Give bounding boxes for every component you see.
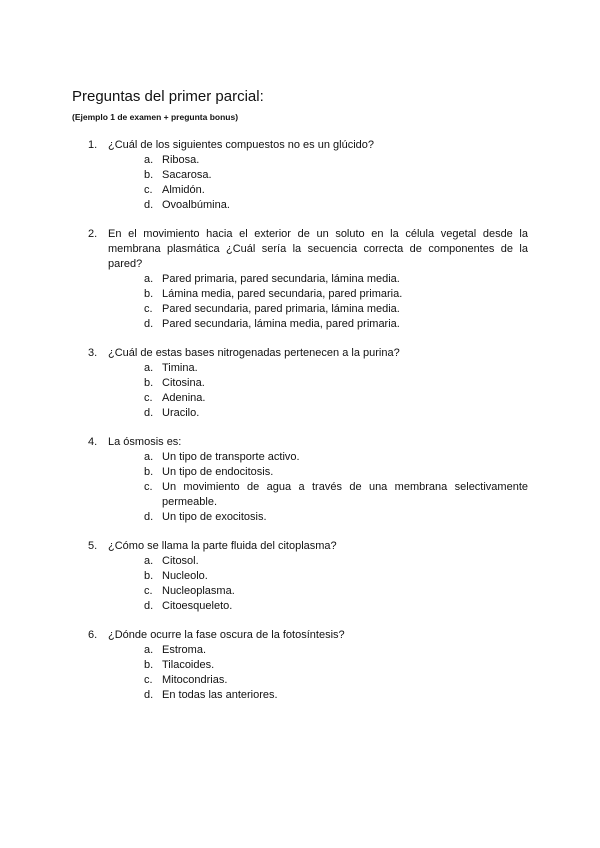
option-letter: a. (144, 362, 154, 374)
question-1 (88, 138, 528, 213)
option-text: Pared primaria, pared secundaria, lámina media. (162, 273, 400, 285)
question-number: 6. (88, 629, 98, 641)
option-list (108, 153, 528, 213)
option-c (144, 183, 528, 198)
option-text: Ovoalbúmina. (162, 199, 230, 211)
option-text: Citoesqueleto. (162, 600, 233, 612)
option-letter: b. (144, 288, 154, 300)
option-c (144, 584, 528, 599)
question-6 (88, 628, 528, 703)
option-letter: d. (144, 318, 154, 330)
option-letter: c. (144, 184, 153, 196)
option-text: Sacarosa. (162, 169, 212, 181)
question-list (88, 138, 528, 717)
option-c (144, 480, 528, 510)
option-a (144, 361, 528, 376)
option-text: Uracilo. (162, 407, 200, 419)
option-text: Adenina. (162, 392, 206, 404)
option-d (144, 688, 528, 703)
option-a (144, 272, 528, 287)
option-list (108, 554, 528, 614)
option-letter: a. (144, 555, 154, 567)
option-text: Un movimiento de agua a través de una membrana selectivamente permeable. (162, 481, 528, 508)
option-letter: a. (144, 154, 154, 166)
option-list (108, 643, 528, 703)
option-list (108, 272, 528, 332)
option-text: Un tipo de transporte activo. (162, 451, 300, 463)
option-letter: c. (144, 481, 153, 493)
option-a (144, 643, 528, 658)
question-number: 1. (88, 139, 98, 151)
option-letter: d. (144, 511, 154, 523)
option-letter: b. (144, 659, 154, 671)
option-text: Un tipo de endocitosis. (162, 466, 274, 478)
option-text: Pared secundaria, lámina media, pared primaria. (162, 318, 400, 330)
option-letter: d. (144, 689, 154, 701)
option-text: Citosina. (162, 377, 205, 389)
option-letter: a. (144, 273, 154, 285)
option-b (144, 658, 528, 673)
option-text: Estroma. (162, 644, 207, 656)
question-4 (88, 435, 528, 525)
option-b (144, 465, 528, 480)
option-a (144, 450, 528, 465)
option-c (144, 302, 528, 317)
option-d (144, 599, 528, 614)
option-text: Timina. (162, 362, 198, 374)
option-d (144, 317, 528, 332)
page-subtitle: (Ejemplo 1 de examen + pregunta bonus) (72, 112, 239, 122)
option-text: Citosol. (162, 555, 199, 567)
option-c (144, 673, 528, 688)
question-number: 3. (88, 347, 98, 359)
option-letter: c. (144, 303, 153, 315)
option-text: Un tipo de exocitosis. (162, 511, 267, 523)
question-2 (88, 227, 528, 332)
option-d (144, 510, 528, 525)
question-text: ¿Dónde ocurre la fase oscura de la fotosíntesis? (108, 629, 345, 641)
option-letter: b. (144, 570, 154, 582)
option-letter: d. (144, 407, 154, 419)
option-list (108, 450, 528, 525)
option-b (144, 376, 528, 391)
option-text: En todas las anteriores. (162, 689, 278, 701)
option-list (108, 361, 528, 421)
option-letter: c. (144, 392, 153, 404)
option-letter: c. (144, 585, 153, 597)
option-text: Pared secundaria, pared primaria, lámina media. (162, 303, 400, 315)
option-b (144, 287, 528, 302)
question-number: 4. (88, 436, 98, 448)
option-text: Tilacoides. (162, 659, 215, 671)
option-letter: c. (144, 674, 153, 686)
question-number: 2. (88, 228, 98, 240)
option-letter: d. (144, 600, 154, 612)
option-text: Nucleolo. (162, 570, 208, 582)
page-title: Preguntas del primer parcial: (72, 88, 264, 105)
option-d (144, 406, 528, 421)
option-letter: a. (144, 451, 154, 463)
option-letter: d. (144, 199, 154, 211)
option-a (144, 153, 528, 168)
option-letter: b. (144, 466, 154, 478)
question-text: ¿Cuál de estas bases nitrogenadas pertenecen a la purina? (108, 347, 400, 359)
option-letter: b. (144, 169, 154, 181)
option-text: Mitocondrias. (162, 674, 228, 686)
option-letter: a. (144, 644, 154, 656)
option-b (144, 168, 528, 183)
question-text: ¿Cuál de los siguientes compuestos no es un glúcido? (108, 139, 374, 151)
option-d (144, 198, 528, 213)
option-text: Almidón. (162, 184, 205, 196)
question-5 (88, 539, 528, 614)
question-text: En el movimiento hacia el exterior de un soluto en la célula vegetal desde la membrana plasmática ¿Cuál sería la secuencia correcta de componentes de la pared? (108, 228, 528, 270)
question-number: 5. (88, 540, 98, 552)
option-b (144, 569, 528, 584)
option-letter: b. (144, 377, 154, 389)
question-3 (88, 346, 528, 421)
option-text: Nucleoplasma. (162, 585, 235, 597)
question-text: ¿Cómo se llama la parte fluida del citoplasma? (108, 540, 337, 552)
option-text: Lámina media, pared secundaria, pared primaria. (162, 288, 403, 300)
question-text: La ósmosis es: (108, 436, 182, 448)
option-a (144, 554, 528, 569)
option-c (144, 391, 528, 406)
option-text: Ribosa. (162, 154, 200, 166)
